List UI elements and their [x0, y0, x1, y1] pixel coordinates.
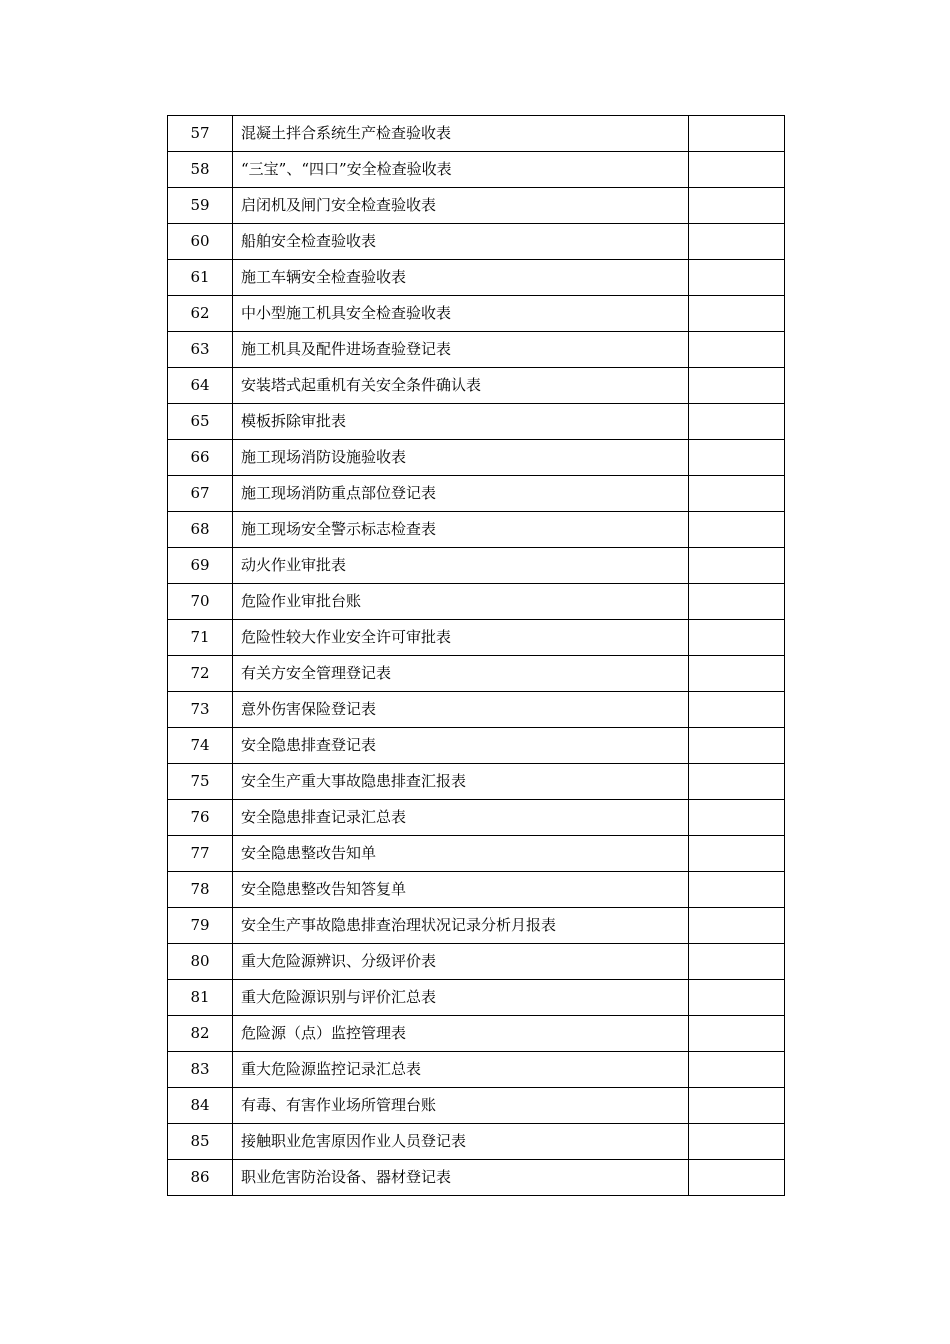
table-row: [168, 1124, 785, 1160]
form-name: 重大危险源辨识、分级评价表: [233, 944, 689, 980]
form-name: 施工机具及配件进场查验登记表: [233, 332, 689, 368]
table-row: [168, 152, 785, 188]
table-row: [168, 836, 785, 872]
table-row: [168, 332, 785, 368]
table-row: [168, 512, 785, 548]
row-number: 85: [168, 1124, 233, 1160]
table-row: [168, 1088, 785, 1124]
table-row: [168, 260, 785, 296]
form-name: 接触职业危害原因作业人员登记表: [233, 1124, 689, 1160]
row-number: 86: [168, 1160, 233, 1196]
remark-cell: [689, 368, 785, 404]
row-number: 68: [168, 512, 233, 548]
table-row: [168, 764, 785, 800]
remark-cell: [689, 800, 785, 836]
remark-cell: [689, 1160, 785, 1196]
row-number: 82: [168, 1016, 233, 1052]
table-row: [168, 476, 785, 512]
remark-cell: [689, 692, 785, 728]
table-row: [168, 1016, 785, 1052]
form-name: 施工现场消防设施验收表: [233, 440, 689, 476]
row-number: 84: [168, 1088, 233, 1124]
form-name: 安全隐患整改告知答复单: [233, 872, 689, 908]
row-number: 73: [168, 692, 233, 728]
table-row: [168, 908, 785, 944]
table-row: [168, 116, 785, 152]
table-row: [168, 584, 785, 620]
row-number: 75: [168, 764, 233, 800]
table-row: [168, 224, 785, 260]
remark-cell: [689, 1124, 785, 1160]
form-name: 职业危害防治设备、器材登记表: [233, 1160, 689, 1196]
remark-cell: [689, 1052, 785, 1088]
table-row: [168, 548, 785, 584]
form-name: 施工现场消防重点部位登记表: [233, 476, 689, 512]
row-number: 80: [168, 944, 233, 980]
remark-cell: [689, 548, 785, 584]
remark-cell: [689, 656, 785, 692]
form-name: 动火作业审批表: [233, 548, 689, 584]
remark-cell: [689, 764, 785, 800]
remark-cell: [689, 332, 785, 368]
remark-cell: [689, 836, 785, 872]
row-number: 70: [168, 584, 233, 620]
form-name: 有毒、有害作业场所管理台账: [233, 1088, 689, 1124]
row-number: 57: [168, 116, 233, 152]
table-row: [168, 872, 785, 908]
row-number: 64: [168, 368, 233, 404]
form-name: 安全隐患排查登记表: [233, 728, 689, 764]
row-number: 71: [168, 620, 233, 656]
remark-cell: [689, 116, 785, 152]
row-number: 61: [168, 260, 233, 296]
row-number: 81: [168, 980, 233, 1016]
form-name: 重大危险源识别与评价汇总表: [233, 980, 689, 1016]
table-row: [168, 1052, 785, 1088]
row-number: 76: [168, 800, 233, 836]
remark-cell: [689, 476, 785, 512]
form-name: 危险作业审批台账: [233, 584, 689, 620]
row-number: 63: [168, 332, 233, 368]
table-row: [168, 296, 785, 332]
table-row: [168, 368, 785, 404]
form-name: 模板拆除审批表: [233, 404, 689, 440]
table-body: [168, 116, 785, 1196]
remark-cell: [689, 404, 785, 440]
row-number: 58: [168, 152, 233, 188]
remark-cell: [689, 260, 785, 296]
form-name: 安全隐患整改告知单: [233, 836, 689, 872]
remark-cell: [689, 584, 785, 620]
form-list-table: [167, 115, 785, 1196]
table-row: [168, 620, 785, 656]
table-row: [168, 800, 785, 836]
form-name: 船舶安全检查验收表: [233, 224, 689, 260]
form-name: 危险性较大作业安全许可审批表: [233, 620, 689, 656]
form-name: 危险源（点）监控管理表: [233, 1016, 689, 1052]
table-row: [168, 1160, 785, 1196]
table-row: [168, 188, 785, 224]
form-name: 安全隐患排查记录汇总表: [233, 800, 689, 836]
row-number: 79: [168, 908, 233, 944]
remark-cell: [689, 152, 785, 188]
remark-cell: [689, 1016, 785, 1052]
table-row: [168, 656, 785, 692]
row-number: 72: [168, 656, 233, 692]
remark-cell: [689, 224, 785, 260]
row-number: 67: [168, 476, 233, 512]
remark-cell: [689, 872, 785, 908]
remark-cell: [689, 620, 785, 656]
remark-cell: [689, 980, 785, 1016]
table-row: [168, 728, 785, 764]
form-name: 安全生产重大事故隐患排查汇报表: [233, 764, 689, 800]
form-name: 混凝土拌合系统生产检查验收表: [233, 116, 689, 152]
form-name: 施工车辆安全检查验收表: [233, 260, 689, 296]
row-number: 83: [168, 1052, 233, 1088]
form-name: 施工现场安全警示标志检查表: [233, 512, 689, 548]
row-number: 74: [168, 728, 233, 764]
form-name: 意外伤害保险登记表: [233, 692, 689, 728]
remark-cell: [689, 188, 785, 224]
row-number: 69: [168, 548, 233, 584]
form-name: 有关方安全管理登记表: [233, 656, 689, 692]
remark-cell: [689, 728, 785, 764]
row-number: 78: [168, 872, 233, 908]
table-row: [168, 944, 785, 980]
table-row: [168, 980, 785, 1016]
row-number: 77: [168, 836, 233, 872]
row-number: 62: [168, 296, 233, 332]
row-number: 60: [168, 224, 233, 260]
form-name: 安装塔式起重机有关安全条件确认表: [233, 368, 689, 404]
remark-cell: [689, 512, 785, 548]
row-number: 59: [168, 188, 233, 224]
row-number: 66: [168, 440, 233, 476]
form-name: 中小型施工机具安全检查验收表: [233, 296, 689, 332]
form-name: “三宝”、“四口”安全检查验收表: [233, 152, 689, 188]
remark-cell: [689, 440, 785, 476]
table-row: [168, 692, 785, 728]
remark-cell: [689, 908, 785, 944]
remark-cell: [689, 1088, 785, 1124]
form-name: 启闭机及闸门安全检查验收表: [233, 188, 689, 224]
remark-cell: [689, 944, 785, 980]
remark-cell: [689, 296, 785, 332]
table-row: [168, 404, 785, 440]
row-number: 65: [168, 404, 233, 440]
form-name: 重大危险源监控记录汇总表: [233, 1052, 689, 1088]
form-name: 安全生产事故隐患排查治理状况记录分析月报表: [233, 908, 689, 944]
table-row: [168, 440, 785, 476]
